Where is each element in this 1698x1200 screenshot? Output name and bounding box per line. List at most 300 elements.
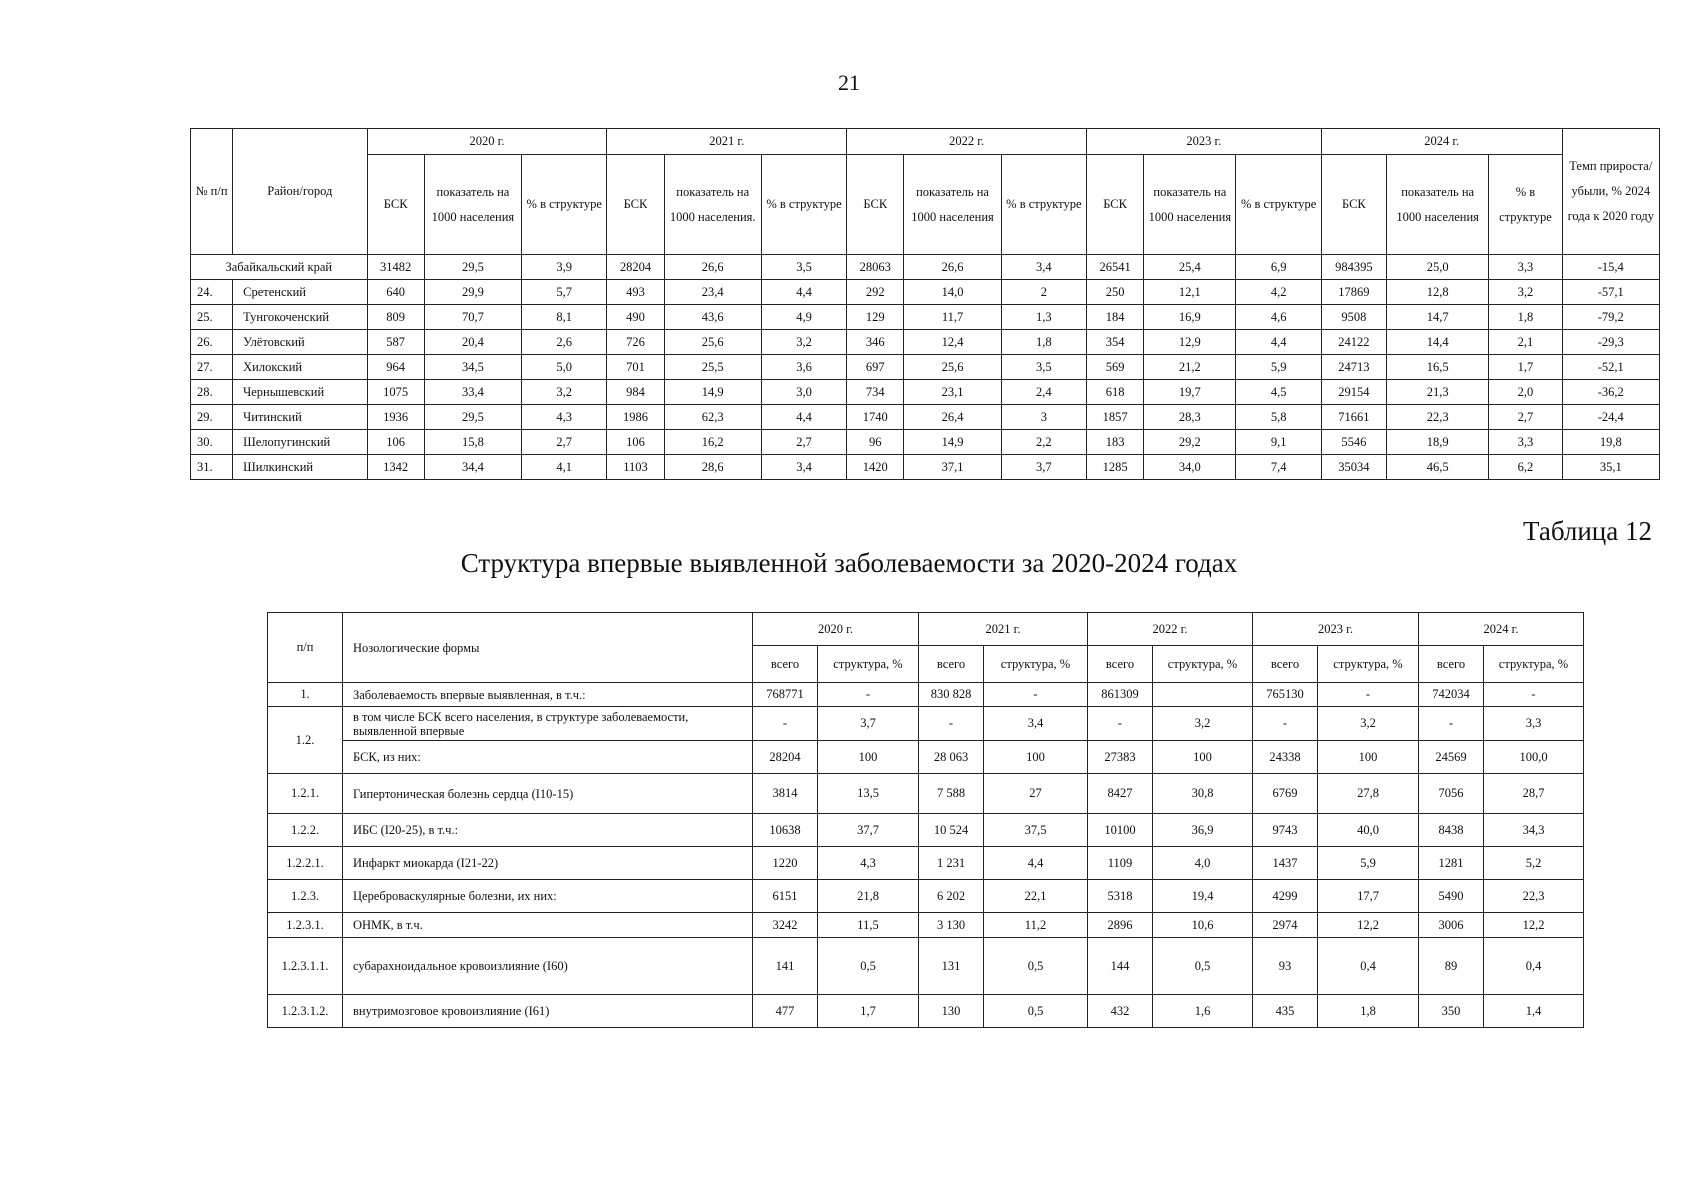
- cell-value: 3,4: [1001, 255, 1086, 280]
- cell-value: 3,7: [818, 707, 919, 741]
- cell-value: 12,2: [1484, 913, 1584, 938]
- cell-value: 144: [1088, 938, 1153, 995]
- col-header-year: 2022 г.: [847, 129, 1087, 155]
- cell-value: 70,7: [424, 305, 521, 330]
- cell-value: 701: [607, 355, 664, 380]
- col-header-total: всего: [1419, 646, 1484, 683]
- cell-value: 964: [367, 355, 424, 380]
- cell-value: 2,6: [522, 330, 607, 355]
- col-header-rate: показатель на 1000 населения: [904, 155, 1001, 255]
- cell-value: 11,2: [984, 913, 1088, 938]
- col-header-total: всего: [753, 646, 818, 683]
- cell-value: -29,3: [1562, 330, 1659, 355]
- cell-value: 14,7: [1387, 305, 1489, 330]
- cell-value: 10,6: [1153, 913, 1253, 938]
- col-header-bsk: БСК: [847, 155, 904, 255]
- col-header-num: п/п: [268, 613, 343, 683]
- cell-value: 28204: [753, 741, 818, 774]
- cell-value: 21,3: [1387, 380, 1489, 405]
- cell-value: 25,6: [904, 355, 1001, 380]
- cell-value: 5,0: [522, 355, 607, 380]
- cell-value: 6 202: [919, 880, 984, 913]
- table-row: [268, 880, 1584, 913]
- row-name: Сретенский: [233, 280, 367, 305]
- cell-value: 765130: [1253, 683, 1318, 707]
- cell-value: 24122: [1321, 330, 1386, 355]
- cell-value: 5490: [1419, 880, 1484, 913]
- col-header-structure: структура, %: [1153, 646, 1253, 683]
- cell-value: 1103: [607, 455, 664, 480]
- cell-value: 2: [1001, 280, 1086, 305]
- cell-value: 19,7: [1144, 380, 1236, 405]
- cell-value: 4,4: [761, 405, 846, 430]
- cell-value: 1,3: [1001, 305, 1086, 330]
- table-title: Структура впервые выявленной заболеваемости за 2020-2024 годах: [460, 548, 1238, 578]
- row-name: внутримозговое кровоизлияние (I61): [343, 995, 753, 1028]
- cell-value: 1075: [367, 380, 424, 405]
- cell-value: 984: [607, 380, 664, 405]
- cell-value: 12,4: [904, 330, 1001, 355]
- cell-value: 27383: [1088, 741, 1153, 774]
- cell-value: 28063: [847, 255, 904, 280]
- table-row: [191, 430, 1660, 455]
- cell-value: 354: [1087, 330, 1144, 355]
- cell-value: 3,6: [761, 355, 846, 380]
- cell-value: 8427: [1088, 774, 1153, 814]
- table-row: [268, 913, 1584, 938]
- col-header-year: 2023 г.: [1253, 613, 1419, 646]
- cell-value: -: [1253, 707, 1318, 741]
- cell-value: 14,9: [904, 430, 1001, 455]
- row-number: 27.: [191, 355, 233, 380]
- cell-value: 3,9: [522, 255, 607, 280]
- cell-value: 2,7: [522, 430, 607, 455]
- table-row: [268, 683, 1584, 707]
- col-header-share: % в структуре: [1236, 155, 1321, 255]
- cell-value: 17,7: [1318, 880, 1419, 913]
- row-number: 1.2.2.1.: [268, 847, 343, 880]
- row-number: 1.: [268, 683, 343, 707]
- cell-value: 809: [367, 305, 424, 330]
- col-header-total: всего: [1253, 646, 1318, 683]
- cell-value: 1109: [1088, 847, 1153, 880]
- col-header-year: 2022 г.: [1088, 613, 1253, 646]
- cell-value: 23,4: [664, 280, 761, 305]
- cell-value: 3,2: [1489, 280, 1562, 305]
- cell-value: 100: [1153, 741, 1253, 774]
- cell-value: 23,1: [904, 380, 1001, 405]
- row-name: Шилкинский: [233, 455, 367, 480]
- cell-value: 21,2: [1144, 355, 1236, 380]
- cell-value: 100: [984, 741, 1088, 774]
- table-row: [191, 405, 1660, 430]
- row-number: 25.: [191, 305, 233, 330]
- col-header-forms: Нозологические формы: [343, 613, 753, 683]
- cell-value: 1281: [1419, 847, 1484, 880]
- row-name: Читинский: [233, 405, 367, 430]
- cell-value: 5318: [1088, 880, 1153, 913]
- cell-value: -79,2: [1562, 305, 1659, 330]
- row-number: 28.: [191, 380, 233, 405]
- col-header-bsk: БСК: [1321, 155, 1386, 255]
- col-header-rate: показатель на 1000 населения.: [664, 155, 761, 255]
- row-number: 1.2.3.1.2.: [268, 995, 343, 1028]
- cell-value: 3,2: [761, 330, 846, 355]
- row-number: 24.: [191, 280, 233, 305]
- cell-value: 16,9: [1144, 305, 1236, 330]
- col-header-bsk: БСК: [1087, 155, 1144, 255]
- cell-value: 28,6: [664, 455, 761, 480]
- morbidity-structure-table: [267, 612, 1584, 1028]
- cell-value: 768771: [753, 683, 818, 707]
- col-header-year: 2024 г.: [1419, 613, 1584, 646]
- cell-value: 14,4: [1387, 330, 1489, 355]
- cell-value: 26,6: [904, 255, 1001, 280]
- cell-value: 3,2: [1318, 707, 1419, 741]
- cell-value: 22,3: [1484, 880, 1584, 913]
- cell-value: 4,0: [1153, 847, 1253, 880]
- cell-value: 11,7: [904, 305, 1001, 330]
- col-header-total: всего: [1088, 646, 1153, 683]
- row-number: 1.2.3.: [268, 880, 343, 913]
- cell-value: 18,9: [1387, 430, 1489, 455]
- cell-value: 6151: [753, 880, 818, 913]
- cell-value: 3,3: [1489, 430, 1562, 455]
- cell-value: 31482: [367, 255, 424, 280]
- cell-value: 1285: [1087, 455, 1144, 480]
- cell-value: 435: [1253, 995, 1318, 1028]
- col-header-structure: структура, %: [1484, 646, 1584, 683]
- cell-value: 25,5: [664, 355, 761, 380]
- col-header-structure: структура, %: [1318, 646, 1419, 683]
- row-name: Тунгокоченский: [233, 305, 367, 330]
- cell-value: 22,3: [1387, 405, 1489, 430]
- table-row: [268, 938, 1584, 995]
- cell-value: 618: [1087, 380, 1144, 405]
- cell-value: 19,8: [1562, 430, 1659, 455]
- col-header-share: % в структуре: [761, 155, 846, 255]
- cell-value: 3,2: [522, 380, 607, 405]
- cell-value: 17869: [1321, 280, 1386, 305]
- cell-value: 477: [753, 995, 818, 1028]
- cell-value: 9508: [1321, 305, 1386, 330]
- cell-value: 37,1: [904, 455, 1001, 480]
- table-row: [268, 774, 1584, 814]
- cell-value: 1420: [847, 455, 904, 480]
- cell-value: 35,1: [1562, 455, 1659, 480]
- cell-value: 20,4: [424, 330, 521, 355]
- row-number: 1.2.3.1.: [268, 913, 343, 938]
- cell-value: 131: [919, 938, 984, 995]
- cell-value: 1740: [847, 405, 904, 430]
- col-header-year: 2021 г.: [919, 613, 1088, 646]
- cell-value: 490: [607, 305, 664, 330]
- cell-value: 106: [607, 430, 664, 455]
- col-header-year: 2024 г.: [1321, 129, 1562, 155]
- cell-value: 3: [1001, 405, 1086, 430]
- cell-value: 141: [753, 938, 818, 995]
- cell-value: 25,0: [1387, 255, 1489, 280]
- cell-value: -24,4: [1562, 405, 1659, 430]
- cell-value: 4,9: [761, 305, 846, 330]
- cell-value: 10100: [1088, 814, 1153, 847]
- col-header-num: № п/п: [191, 129, 233, 255]
- cell-value: 8,1: [522, 305, 607, 330]
- cell-value: 43,6: [664, 305, 761, 330]
- cell-value: 3 130: [919, 913, 984, 938]
- cell-value: 432: [1088, 995, 1153, 1028]
- cell-value: 2,1: [1489, 330, 1562, 355]
- cell-value: 100,0: [1484, 741, 1584, 774]
- cell-value: 5546: [1321, 430, 1386, 455]
- col-header-year: 2021 г.: [607, 129, 847, 155]
- cell-value: 3242: [753, 913, 818, 938]
- cell-value: 34,4: [424, 455, 521, 480]
- cell-value: 742034: [1419, 683, 1484, 707]
- row-name: БСК, из них:: [343, 741, 753, 774]
- cell-value: 71661: [1321, 405, 1386, 430]
- cell-value: 2,4: [1001, 380, 1086, 405]
- cell-value: 25,4: [1144, 255, 1236, 280]
- cell-value: 7056: [1419, 774, 1484, 814]
- cell-value: 11,5: [818, 913, 919, 938]
- cell-value: 4,4: [1236, 330, 1321, 355]
- cell-value: 0,5: [1153, 938, 1253, 995]
- district-stats-body: [191, 255, 1660, 480]
- table-row: [268, 995, 1584, 1028]
- cell-value: -: [1419, 707, 1484, 741]
- cell-value: 1342: [367, 455, 424, 480]
- row-number: 1.2.2.: [268, 814, 343, 847]
- page-number: 21: [838, 70, 860, 95]
- cell-value: 6769: [1253, 774, 1318, 814]
- cell-value: -: [919, 707, 984, 741]
- col-header-bsk: БСК: [367, 155, 424, 255]
- cell-value: 5,9: [1318, 847, 1419, 880]
- col-header-share: % в структуре: [522, 155, 607, 255]
- col-header-rate: показатель на 1000 населения: [1144, 155, 1236, 255]
- row-name: субарахноидальное кровоизлияние (I60): [343, 938, 753, 995]
- cell-value: 30,8: [1153, 774, 1253, 814]
- cell-value: 106: [367, 430, 424, 455]
- row-name: Инфаркт миокарда (I21-22): [343, 847, 753, 880]
- cell-value: 29,5: [424, 255, 521, 280]
- cell-value: 96: [847, 430, 904, 455]
- cell-value: 24713: [1321, 355, 1386, 380]
- cell-value: -: [1088, 707, 1153, 741]
- cell-value: 346: [847, 330, 904, 355]
- cell-value: 24338: [1253, 741, 1318, 774]
- cell-value: 0,4: [1318, 938, 1419, 995]
- cell-value: 130: [919, 995, 984, 1028]
- cell-value: 1,7: [818, 995, 919, 1028]
- cell-value: -15,4: [1562, 255, 1659, 280]
- cell-value: 34,5: [424, 355, 521, 380]
- cell-value: 24569: [1419, 741, 1484, 774]
- col-header-year: 2023 г.: [1087, 129, 1322, 155]
- cell-value: 250: [1087, 280, 1144, 305]
- cell-value: -52,1: [1562, 355, 1659, 380]
- cell-value: 4299: [1253, 880, 1318, 913]
- cell-value: 0,5: [984, 938, 1088, 995]
- cell-value: 1986: [607, 405, 664, 430]
- cell-value: 27,8: [1318, 774, 1419, 814]
- row-name: Хилокский: [233, 355, 367, 380]
- cell-value: 16,5: [1387, 355, 1489, 380]
- cell-value: -: [1484, 683, 1584, 707]
- cell-value: 22,1: [984, 880, 1088, 913]
- col-header-structure: структура, %: [984, 646, 1088, 683]
- cell-value: 29154: [1321, 380, 1386, 405]
- cell-value: 3,4: [984, 707, 1088, 741]
- cell-value: 4,4: [761, 280, 846, 305]
- cell-value: -: [818, 683, 919, 707]
- cell-value: 93: [1253, 938, 1318, 995]
- row-name: ИБС (I20-25), в т.ч.:: [343, 814, 753, 847]
- cell-value: 1220: [753, 847, 818, 880]
- cell-value: 35034: [1321, 455, 1386, 480]
- row-number: 26.: [191, 330, 233, 355]
- cell-value: 2,7: [761, 430, 846, 455]
- col-header-growth: Темп прироста/ убыли, % 2024 года к 2020 году: [1562, 129, 1659, 255]
- district-stats-table: [190, 128, 1660, 480]
- cell-value: 3,7: [1001, 455, 1086, 480]
- cell-value: 15,8: [424, 430, 521, 455]
- cell-value: 984395: [1321, 255, 1386, 280]
- cell-value: 184: [1087, 305, 1144, 330]
- cell-value: 3,4: [761, 455, 846, 480]
- cell-value: 5,9: [1236, 355, 1321, 380]
- cell-value: 12,1: [1144, 280, 1236, 305]
- cell-value: 569: [1087, 355, 1144, 380]
- cell-value: 1437: [1253, 847, 1318, 880]
- cell-value: 1,8: [1489, 305, 1562, 330]
- cell-value: 350: [1419, 995, 1484, 1028]
- cell-value: 9,1: [1236, 430, 1321, 455]
- table-row: [191, 355, 1660, 380]
- cell-value: -: [984, 683, 1088, 707]
- cell-value: 9743: [1253, 814, 1318, 847]
- col-header-bsk: БСК: [607, 155, 664, 255]
- cell-value: 37,7: [818, 814, 919, 847]
- cell-value: 4,5: [1236, 380, 1321, 405]
- table-label: Таблица 12: [1523, 516, 1652, 546]
- cell-value: 4,3: [818, 847, 919, 880]
- cell-value: 183: [1087, 430, 1144, 455]
- cell-value: 1857: [1087, 405, 1144, 430]
- cell-value: 28 063: [919, 741, 984, 774]
- cell-value: 7,4: [1236, 455, 1321, 480]
- table-row: [268, 741, 1584, 774]
- row-name: Забайкальский край: [191, 255, 368, 280]
- cell-value: -36,2: [1562, 380, 1659, 405]
- cell-value: 26,6: [664, 255, 761, 280]
- cell-value: 37,5: [984, 814, 1088, 847]
- col-header-rate: показатель на 1000 населения: [1387, 155, 1489, 255]
- cell-value: 33,4: [424, 380, 521, 405]
- cell-value: 3,2: [1153, 707, 1253, 741]
- cell-value: 36,9: [1153, 814, 1253, 847]
- morbidity-structure-body: [268, 683, 1584, 1028]
- row-number: 1.2.: [268, 707, 343, 774]
- row-name: Гипертоническая болезнь сердца (I10-15): [343, 774, 753, 814]
- cell-value: 5,7: [522, 280, 607, 305]
- col-header-year: 2020 г.: [753, 613, 919, 646]
- row-number: 1.2.3.1.1.: [268, 938, 343, 995]
- cell-value: 1,4: [1484, 995, 1584, 1028]
- cell-value: 28,3: [1144, 405, 1236, 430]
- cell-value: 8438: [1419, 814, 1484, 847]
- cell-value: 0,5: [818, 938, 919, 995]
- cell-value: 6,2: [1489, 455, 1562, 480]
- cell-value: 34,3: [1484, 814, 1584, 847]
- cell-value: 62,3: [664, 405, 761, 430]
- cell-value: 100: [818, 741, 919, 774]
- cell-value: 10 524: [919, 814, 984, 847]
- cell-value: 89: [1419, 938, 1484, 995]
- cell-value: 26541: [1087, 255, 1144, 280]
- cell-value: 2974: [1253, 913, 1318, 938]
- cell-value: 1,8: [1318, 995, 1419, 1028]
- cell-value: 14,0: [904, 280, 1001, 305]
- cell-value: 29,9: [424, 280, 521, 305]
- cell-value: 129: [847, 305, 904, 330]
- cell-value: 493: [607, 280, 664, 305]
- cell-value: -: [1318, 683, 1419, 707]
- cell-value: 14,9: [664, 380, 761, 405]
- cell-value: 28204: [607, 255, 664, 280]
- table-row: [268, 814, 1584, 847]
- cell-value: 21,8: [818, 880, 919, 913]
- cell-value: 25,6: [664, 330, 761, 355]
- table-row: [191, 305, 1660, 330]
- row-name: Шелопугинский: [233, 430, 367, 455]
- cell-value: 1 231: [919, 847, 984, 880]
- cell-value: 0,5: [984, 995, 1088, 1028]
- col-header-total: всего: [919, 646, 984, 683]
- table-row: [191, 455, 1660, 480]
- cell-value: 4,3: [522, 405, 607, 430]
- cell-value: 3006: [1419, 913, 1484, 938]
- cell-value: 2896: [1088, 913, 1153, 938]
- cell-value: 100: [1318, 741, 1419, 774]
- cell-value: -: [753, 707, 818, 741]
- cell-value: 46,5: [1387, 455, 1489, 480]
- cell-value: 28,7: [1484, 774, 1584, 814]
- col-header-district: Район/город: [233, 129, 367, 255]
- col-header-rate: показатель на 1000 населения: [424, 155, 521, 255]
- cell-value: 861309: [1088, 683, 1153, 707]
- cell-value: 4,6: [1236, 305, 1321, 330]
- table-row: [191, 255, 1660, 280]
- cell-value: 4,2: [1236, 280, 1321, 305]
- row-number: 30.: [191, 430, 233, 455]
- cell-value: 12,2: [1318, 913, 1419, 938]
- cell-value: 7 588: [919, 774, 984, 814]
- cell-value: 640: [367, 280, 424, 305]
- row-name: Заболеваемость впервые выявленная, в т.ч.:: [343, 683, 753, 707]
- row-name: Улётовский: [233, 330, 367, 355]
- cell-value: 2,0: [1489, 380, 1562, 405]
- cell-value: 29,2: [1144, 430, 1236, 455]
- cell-value: 292: [847, 280, 904, 305]
- row-number: 1.2.1.: [268, 774, 343, 814]
- cell-value: 3814: [753, 774, 818, 814]
- cell-value: 29,5: [424, 405, 521, 430]
- cell-value: 2,2: [1001, 430, 1086, 455]
- table-row: [268, 707, 1584, 741]
- cell-value: 1,6: [1153, 995, 1253, 1028]
